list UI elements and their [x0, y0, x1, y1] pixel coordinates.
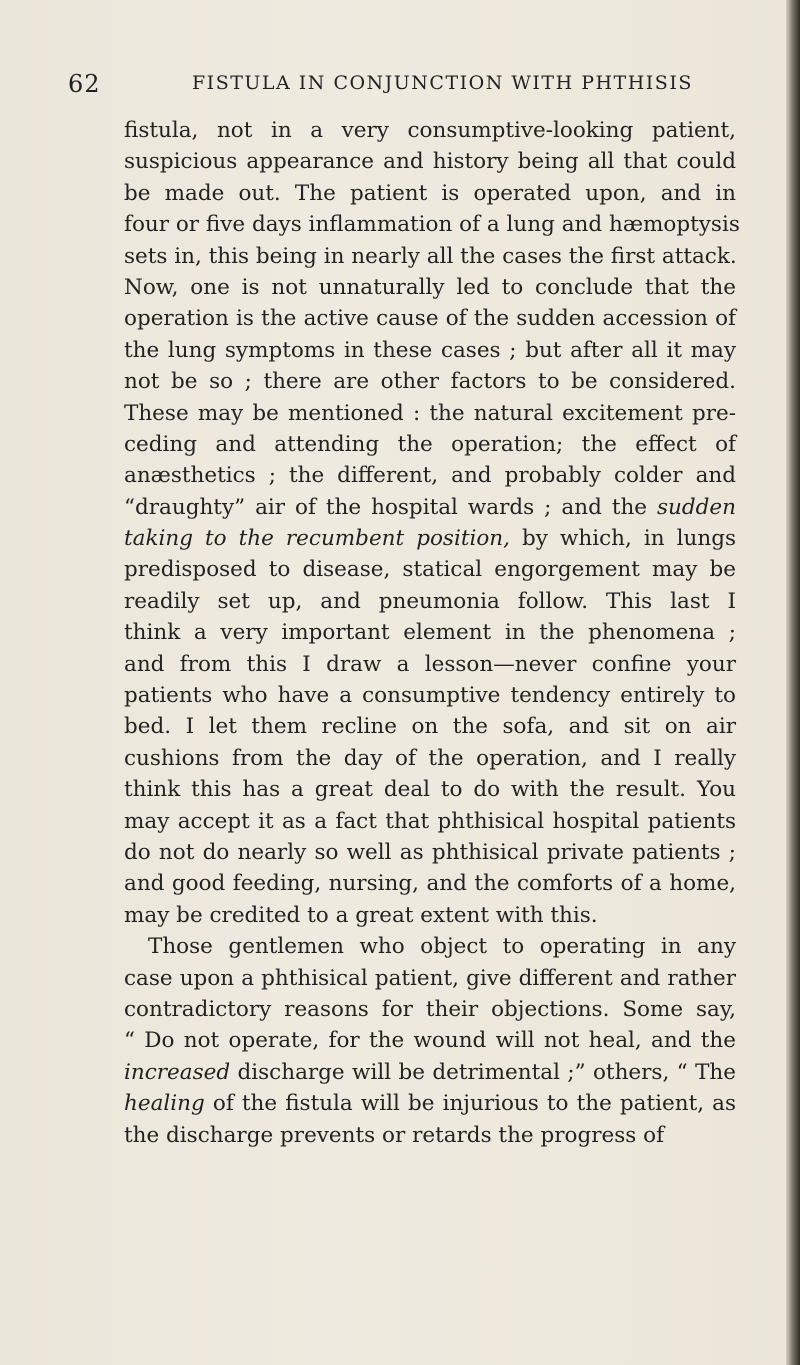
text-run: anæsthetics ; the different, and probably colder and — [124, 463, 736, 489]
text-run: be made out. The patient is operated upon, and in — [124, 180, 736, 206]
text-line — [124, 460, 736, 491]
text-line — [124, 774, 736, 805]
text-run: “ Do not operate, for the wound will not heal, and the — [124, 1028, 736, 1054]
text-line — [124, 398, 736, 429]
text-line — [124, 1025, 736, 1056]
text-run: readily set up, and pneumonia follow. This last I — [124, 588, 736, 614]
text-run: operation is the active cause of the sudden accession of — [124, 306, 736, 332]
page-number: 62 — [68, 70, 101, 98]
text-run: may be credited to a great extent with this. — [124, 902, 598, 928]
text-line — [124, 1057, 736, 1088]
text-line — [124, 272, 736, 303]
text-run: may accept it as a fact that phthisical hospital patients — [124, 808, 736, 834]
text-run: the discharge prevents or retards the progress of — [124, 1122, 665, 1148]
text-line — [124, 209, 740, 240]
text-run: think a very important element in the phenomena ; — [124, 620, 736, 646]
text-run: These may be mentioned : the natural excitement pre- — [124, 400, 736, 426]
text-line — [124, 178, 736, 209]
text-line — [124, 617, 736, 648]
italic-text: sudden — [657, 494, 736, 520]
text-run: suspicious appearance and history being all that could — [124, 149, 736, 175]
text-line — [124, 115, 736, 146]
text-line — [124, 303, 736, 334]
italic-text: healing — [124, 1091, 205, 1117]
text-line — [124, 837, 736, 868]
text-run: do not do nearly so well as phthisical private patients ; — [124, 839, 736, 865]
text-line — [124, 146, 736, 177]
page-edge-shadow — [786, 0, 800, 1365]
text-line — [124, 429, 736, 460]
text-run: and good feeding, nursing, and the comforts of a home, — [124, 871, 736, 897]
text-run: Now, one is not unnaturally led to conclude that the — [124, 274, 736, 300]
text-line — [124, 711, 736, 742]
text-run: contradictory reasons for their objections. Some say, — [124, 996, 736, 1022]
text-run: of the fistula will be injurious to the patient, as — [204, 1091, 736, 1117]
text-line — [124, 366, 736, 397]
text-line — [124, 931, 736, 962]
text-run: cushions from the day of the operation, and I really — [124, 745, 736, 771]
text-run: sets in, this being in nearly all the cases the first attack. — [124, 243, 737, 269]
text-run: fistula, not in a very consumptive-looking patient, — [124, 118, 736, 143]
text-line — [124, 743, 736, 774]
text-line — [124, 523, 736, 554]
text-run: by which, in lungs — [509, 526, 736, 552]
text-line — [124, 335, 736, 366]
text-line — [124, 586, 736, 617]
text-run: four or five days inflammation of a lung and hæmoptysis — [124, 212, 740, 238]
text-line — [124, 554, 736, 585]
text-line — [124, 868, 736, 899]
text-run: the lung symptoms in these cases ; but after all it may — [124, 337, 736, 363]
text-line — [124, 1088, 736, 1119]
text-line — [124, 900, 736, 931]
text-line — [124, 1120, 736, 1151]
text-line — [124, 492, 736, 523]
text-line — [124, 963, 736, 994]
text-line — [124, 649, 736, 680]
text-run: think this has a great deal to do with the result. You — [124, 777, 736, 803]
text-run: and from this I draw a lesson—never confine your — [124, 651, 736, 677]
text-run: ceding and attending the operation; the effect of — [124, 431, 736, 457]
text-run: predisposed to disease, statical engorgement may be — [124, 557, 736, 583]
text-run: patients who have a consumptive tendency entirely to — [124, 683, 736, 709]
text-run: bed. I let them recline on the sofa, and sit on air — [124, 714, 736, 740]
body-text — [124, 115, 740, 1151]
text-line — [124, 994, 736, 1025]
running-head: FISTULA IN CONJUNCTION WITH PHTHISIS — [192, 72, 693, 94]
text-line — [124, 806, 736, 837]
italic-text: increased — [124, 1059, 231, 1085]
text-run: discharge will be detrimental ;” others, “ The — [230, 1059, 736, 1085]
text-line — [124, 241, 736, 272]
text-line — [124, 680, 736, 711]
text-run: “draughty” air of the hospital wards ; and the — [124, 494, 658, 520]
text-run: Those gentlemen who object to operating in any — [148, 934, 736, 960]
text-run: not be so ; there are other factors to be considered. — [124, 369, 736, 395]
italic-text: taking to the recumbent position, — [124, 526, 510, 552]
text-run: case upon a phthisical patient, give different and rather — [124, 965, 736, 991]
